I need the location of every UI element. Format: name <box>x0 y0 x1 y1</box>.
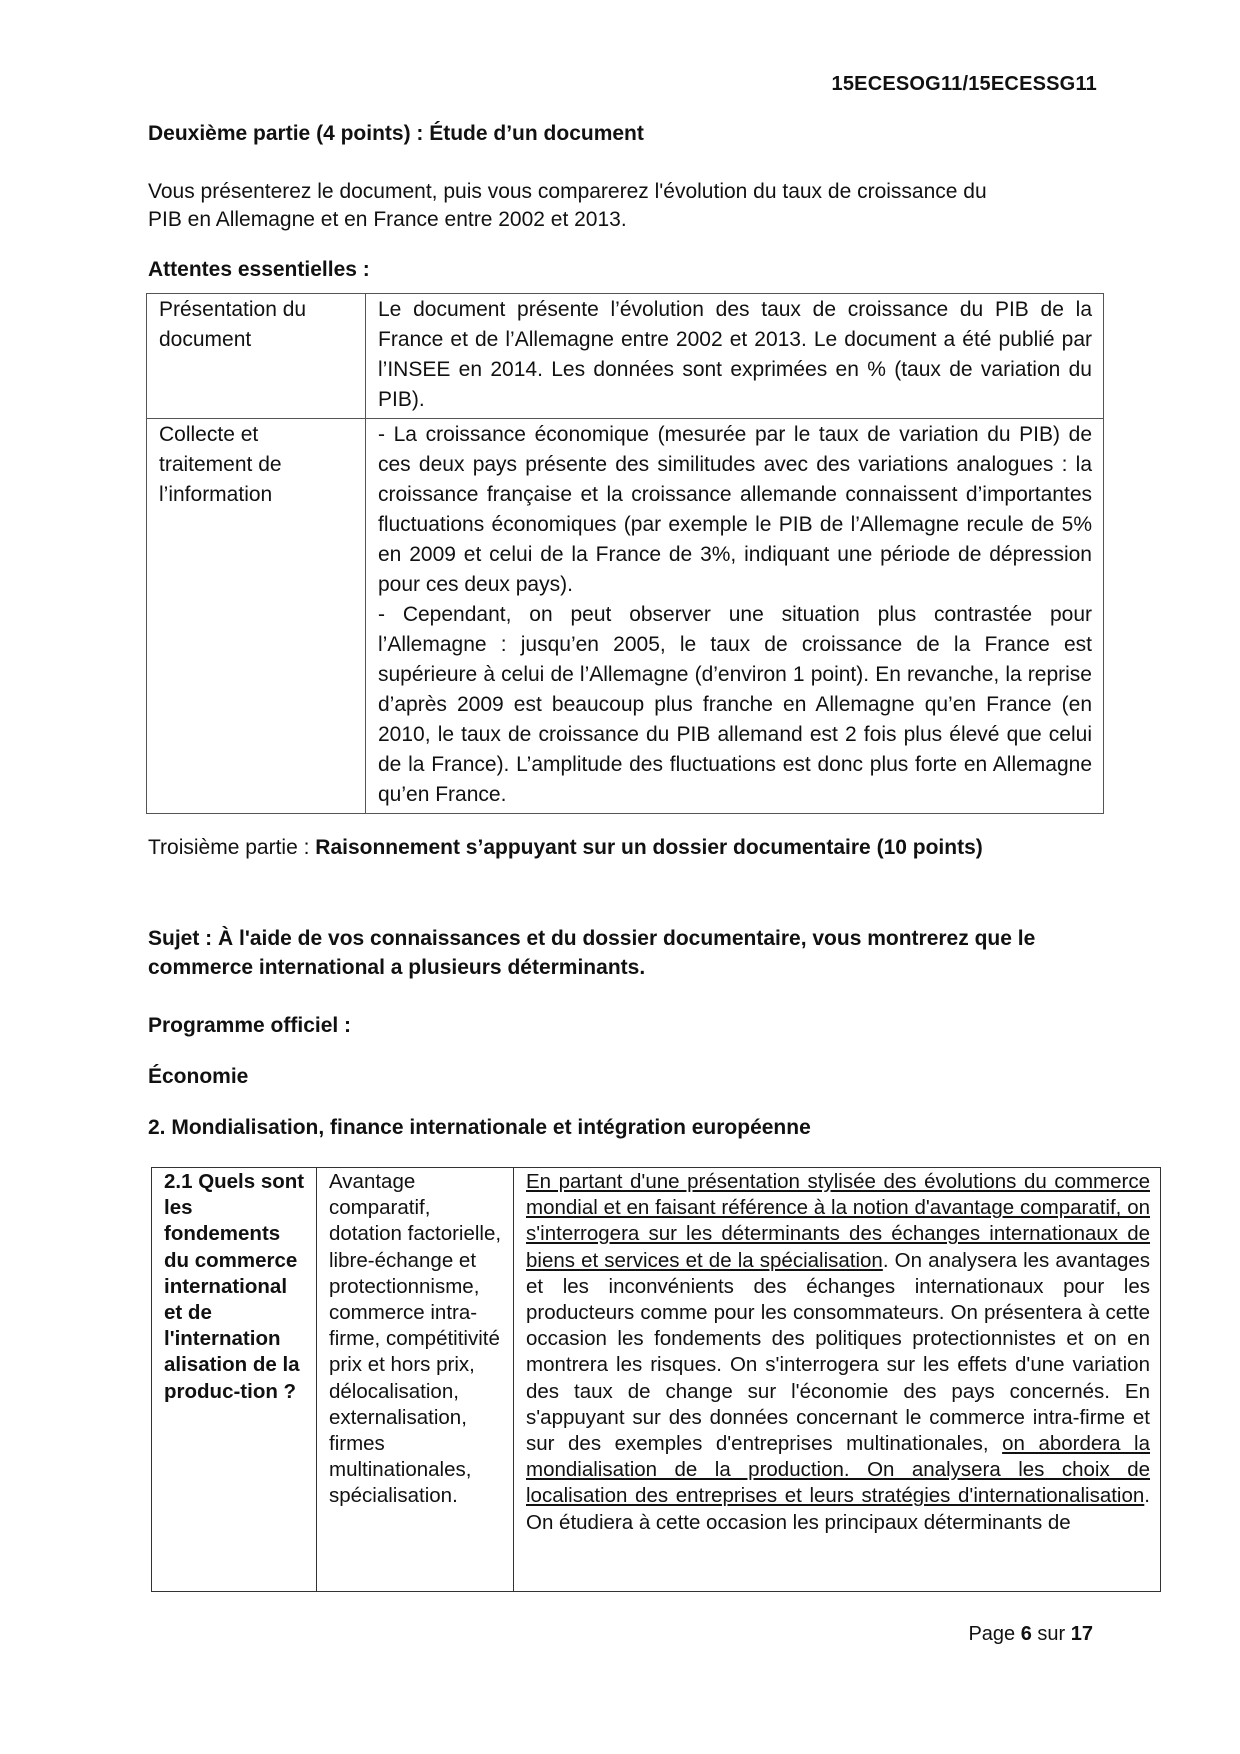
programme-title: Programme officiel : <box>148 1014 352 1037</box>
table-row <box>152 1168 1161 1592</box>
page-total: 17 <box>1070 1623 1093 1645</box>
programme-table <box>151 1167 1161 1592</box>
part2-title: Deuxième partie (4 points) : Étude d’un document <box>148 122 644 145</box>
row-content <box>366 419 1104 814</box>
subsection-title: 2. Mondialisation, finance internationale et intégration européenne <box>148 1116 811 1139</box>
indication-underlined: on abordera la mondialisation de la production. On analysera les choix de localisation des entreprises et leurs stratégies d'internationalisation <box>526 1432 1150 1508</box>
part3-title <box>148 836 983 860</box>
question-cell: 2.1 Quels sont les fondements du commerce international et de l'internation alisation de la produc-tion ? <box>152 1168 317 1592</box>
table-row <box>147 294 1104 419</box>
page-prefix: Page <box>968 1623 1021 1645</box>
row-label: Présentation du document <box>147 294 366 419</box>
part3-prefix: Troisième partie : <box>148 836 316 859</box>
indication-text: . On analysera les avantages et les inconvénients des échanges internationaux pour les producteurs comme pour les consommateurs. On présentera à cette occasion les fondements des politiques protectionnistes et on en montrera les risques. On s'interrogera sur les effets d'une variation des taux de change sur l'économie des pays concernés. En s'appuyant sur des données concernant le commerce intra-firme et sur des exemples d'entreprises multinationales, <box>526 1248 1150 1456</box>
expectations-table <box>146 293 1104 814</box>
page-number: 6 <box>1020 1623 1032 1645</box>
section-title: Économie <box>148 1065 249 1088</box>
document-code: 15ECESOG11/15ECESSG11 <box>831 73 1097 95</box>
page-footer <box>968 1623 1093 1646</box>
notions-cell: Avantage comparatif, dotation factorielle, libre-échange et protectionnisme, commerce intra-firme, compétitivité prix et hors prix, délocalisation, externalisation, firmes multinationales, spécialisation. <box>317 1168 514 1592</box>
indication-underlined: En partant d'une présentation stylisée des évolutions du commerce mondial et en faisant référence à la notion d'avantage comparatif, on s'interrogera sur les déterminants des échanges internationaux de biens et services et de la spécialisation <box>526 1170 1150 1272</box>
subject: Sujet : À l'aide de vos connaissances et du dossier documentaire, vous montrerez que le commerce international a plusieurs déterminants. <box>148 927 1036 979</box>
row-label: Collecte et traitement de l’information <box>147 419 366 814</box>
instruction-line-1: Vous présenterez le document, puis vous comparerez l'évolution du taux de croissance du <box>148 180 987 203</box>
row-content: Le document présente l’évolution des taux de croissance du PIB de la France et de l’Allemagne entre 2002 et 2013. Le document a été publié par l’INSEE en 2014. Les données sont exprimées en % (taux de variation du PIB). <box>366 294 1104 419</box>
expectations-title: Attentes essentielles : <box>148 258 370 281</box>
content-paragraph: - Cependant, on peut observer une situation plus contrastée pour l’Allemagne : jusqu’en 2005, le taux de croissance de la France est supérieure à celui de l’Allemagne (d’environ 1 point). En revanche, la reprise d’après 2009 est beaucoup plus franche en Allemagne qu’en France (en 2010, le taux de croissance du PIB allemand est 2 fois plus élevé que celui de la France). L’amplitude des fluctuations est donc plus forte en Allemagne qu’en France. <box>378 603 1092 806</box>
part2-instruction <box>148 178 1108 234</box>
part3-title-bold: Raisonnement s’appuyant sur un dossier documentaire (10 points) <box>315 836 983 859</box>
table-row <box>147 419 1104 814</box>
content-paragraph: - La croissance économique (mesurée par le taux de variation du PIB) de ces deux pays présente des similitudes avec des variations analogues : la croissance française et la croissance allemande connaissent d’importantes fluctuations économiques (par exemple le PIB de l’Allemagne recule de 5% en 2009 et celui de la France de 3%, indiquant une période de dépression pour ces deux pays). <box>378 423 1092 596</box>
instruction-line-2: PIB en Allemagne et en France entre 2002 et 2013. <box>148 208 627 231</box>
indications-cell <box>514 1168 1161 1592</box>
page-sep: sur <box>1031 1623 1071 1645</box>
indication-text: . On étudiera à cette occasion les principaux déterminants de <box>526 1484 1150 1534</box>
